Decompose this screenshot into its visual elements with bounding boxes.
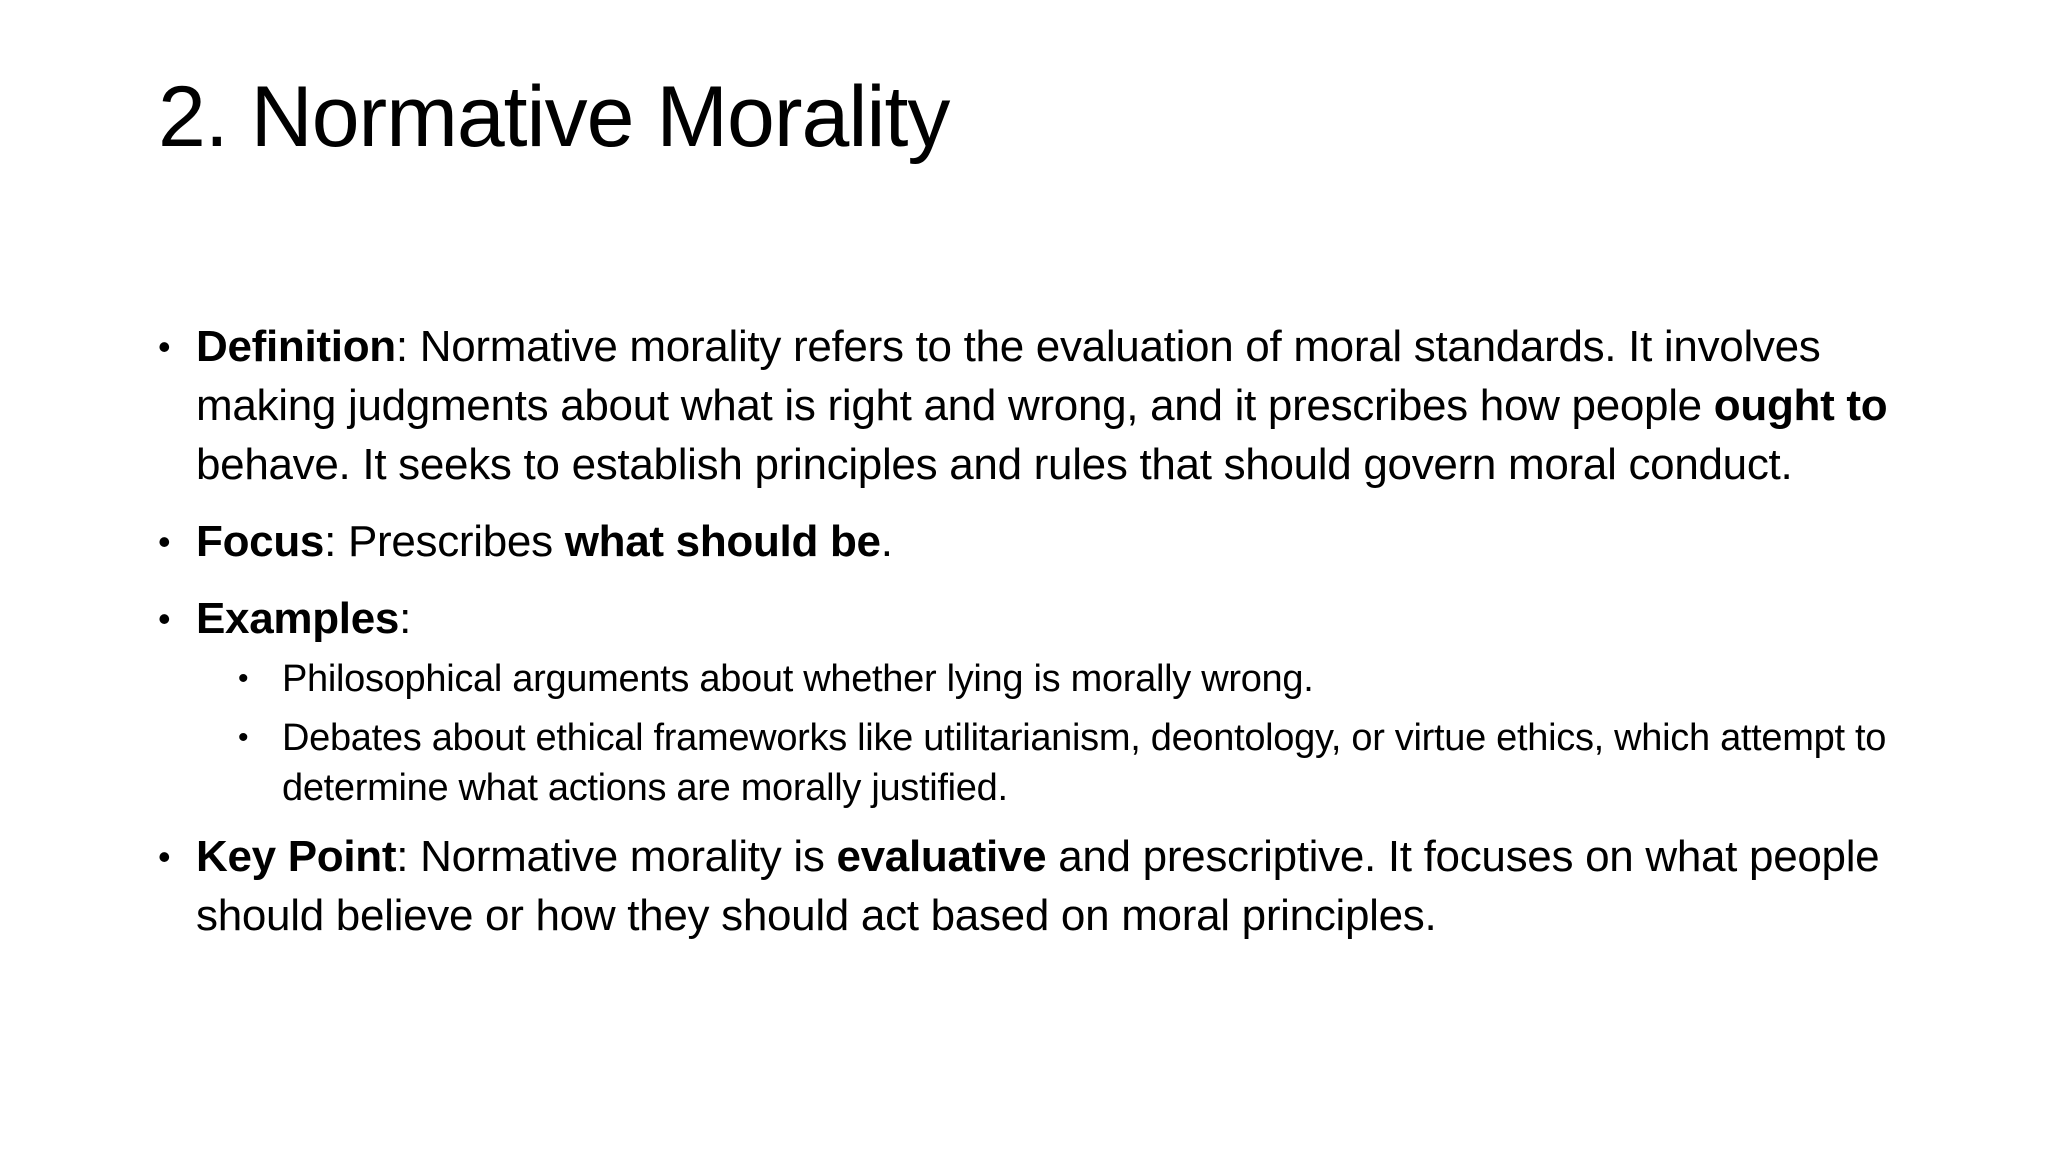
sub-bullet-item [238, 654, 1948, 704]
bullet-text: Normative morality is [420, 832, 837, 881]
bullet-text: Normative morality refers to the evaluation of moral standards. It involves making judgments about what is right and wrong, and it prescribes how people [196, 322, 1821, 430]
slide-title: 2. Normative Morality [158, 69, 950, 165]
bullet-label: Key Point [196, 832, 397, 881]
bullet-definition [158, 317, 1948, 494]
bullet-emphasis: what should be [564, 517, 881, 566]
bullet-text: . [880, 517, 893, 566]
sub-bullet-text: Philosophical arguments about whether lying is morally wrong. [282, 658, 1314, 700]
bullet-dot-icon: • [158, 326, 171, 367]
sub-bullet-text: Debates about ethical frameworks like utilitarianism, deontology, or virtue ethics, which attempt to determine what actions are morally justified. [282, 717, 1887, 809]
bullet-emphasis: evaluative [836, 832, 1047, 881]
bullet-text: and prescriptive. It focuses on what people should believe or how they should act based on moral principles. [196, 832, 1880, 940]
bullet-dot-icon: • [238, 662, 249, 695]
bullet-label: Focus [196, 517, 325, 566]
bullet-dot-icon: • [158, 836, 171, 877]
bullet-separator: : [395, 322, 420, 371]
bullet-label: Examples [196, 594, 400, 643]
bullet-dot-icon: • [158, 598, 171, 639]
bullet-text: Prescribes [347, 517, 565, 566]
bullet-focus [158, 512, 1948, 571]
bullet-separator: : [399, 594, 411, 643]
bullet-separator: : [396, 832, 421, 881]
bullet-key-point [158, 827, 1948, 945]
bullet-text: behave. It seeks to establish principles and rules that should govern moral conduct. [196, 440, 1793, 489]
bullet-separator: : [324, 517, 348, 566]
bullet-dot-icon: • [158, 521, 171, 562]
bullet-examples [158, 589, 1948, 648]
bullet-label: Definition [196, 322, 396, 371]
bullet-list [158, 317, 1948, 963]
bullet-emphasis: ought to [1713, 381, 1888, 430]
sub-bullet-item [238, 713, 1948, 813]
bullet-dot-icon: • [238, 721, 249, 754]
sub-bullet-list [158, 654, 1948, 813]
